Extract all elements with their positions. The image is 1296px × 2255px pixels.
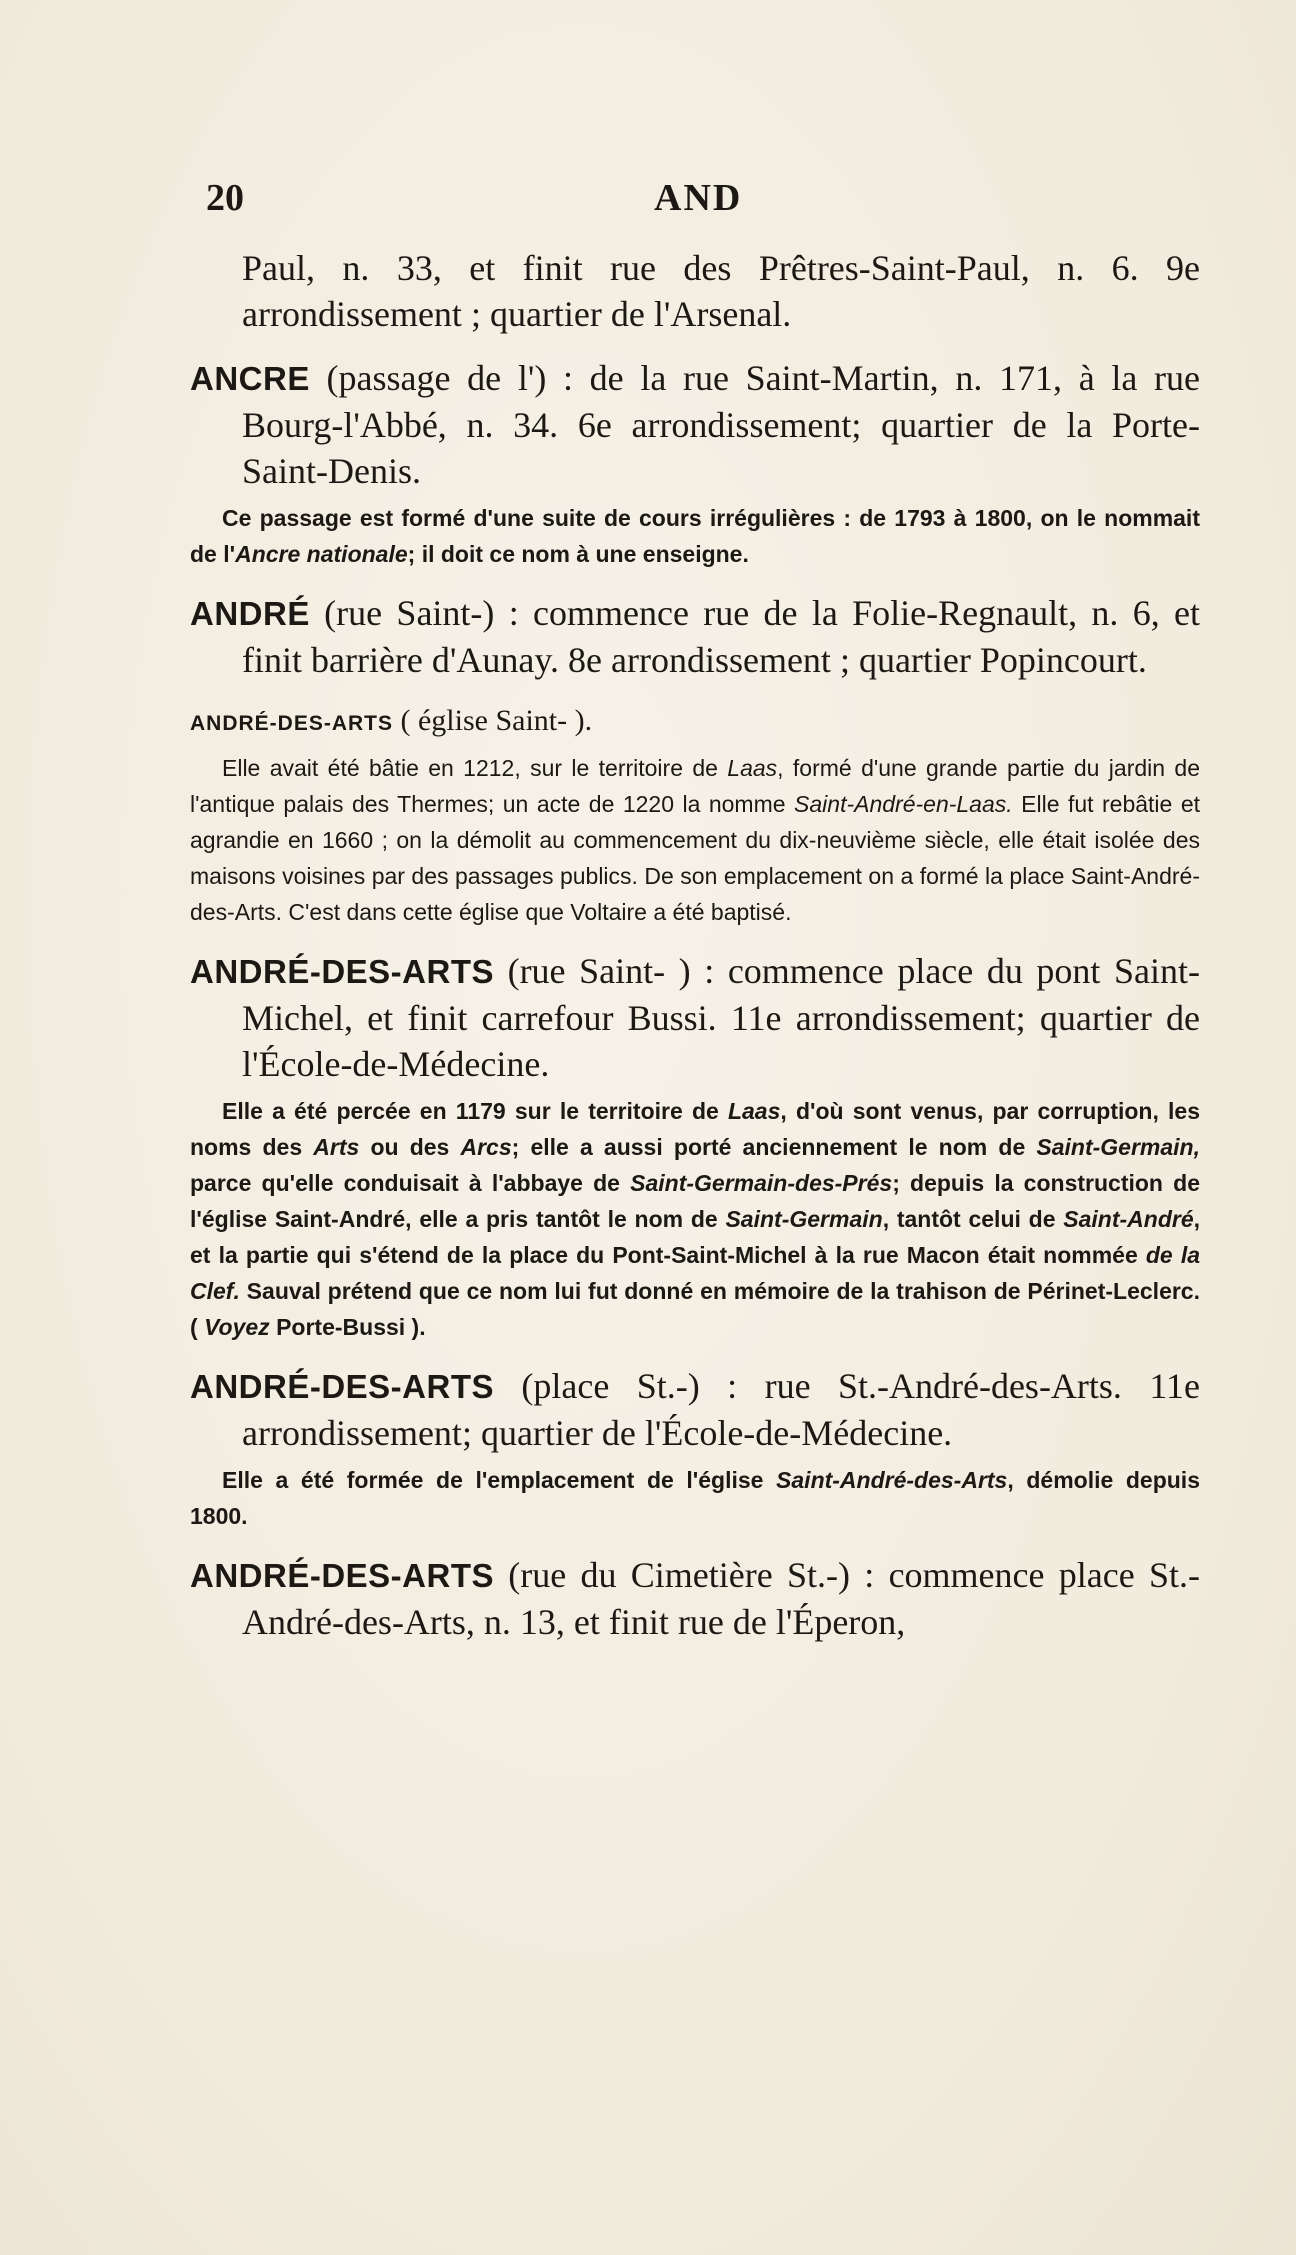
note-italic: Ancre nationale <box>235 541 408 567</box>
entry-ancre <box>190 355 1200 572</box>
entry-main <box>190 1552 1200 1645</box>
note-text: ; depuis la construction de l'église Saint-André, elle a pris tantôt le nom de <box>190 1170 1200 1232</box>
entry-note <box>190 1093 1200 1345</box>
headword: ANDRÉ-DES-ARTS <box>190 712 393 735</box>
entry-text: Paul, n. 33, et finit rue des Prêtres-Saint-Paul, n. 6. 9e arrondissement ; quartier de l'Arsenal. <box>242 248 1200 334</box>
note-italic: Arcs <box>460 1134 512 1160</box>
entry-main <box>190 948 1200 1087</box>
entry-andre-des-arts-cimetiere <box>190 1552 1200 1645</box>
note-text: ; il doit ce nom à une enseigne. <box>407 541 749 567</box>
headword: ANDRÉ-DES-ARTS <box>190 1368 494 1405</box>
entry-andre-des-arts-eglise <box>190 701 1200 930</box>
note-text: ; elle a aussi porté anciennement le nom de <box>511 1134 1037 1160</box>
entry-main <box>190 590 1200 683</box>
note-italic: Saint-André <box>1063 1206 1194 1232</box>
note-text: , d'où sont venus, par corruption, les noms des <box>190 1098 1200 1160</box>
note-text: Elle avait été bâtie en 1212, sur le territoire de <box>222 755 728 781</box>
note-italic: Laas <box>727 1098 781 1124</box>
note-italic: Saint-André-en-Laas. <box>794 791 1013 817</box>
note-text: Elle a été percée en 1179 sur le territoire de <box>222 1098 728 1124</box>
note-italic: Saint-Germain-des-Prés <box>630 1170 893 1196</box>
entry-text: (rue du Cimetière St.-) : commence place St.-André-des-Arts, n. 13, et finit rue de l'Éperon, <box>242 1555 1200 1642</box>
entry-main <box>190 355 1200 494</box>
headword: ANDRÉ-DES-ARTS <box>190 1557 494 1594</box>
note-text: Elle a été formée de l'emplacement de l'église <box>222 1467 777 1493</box>
note-italic: Saint-Germain, <box>1036 1134 1200 1160</box>
entry-text: (passage de l') : de la rue Saint-Martin, n. 171, à la rue Bourg-l'Abbé, n. 34. 6e arrondissement; quartier de la Porte-Saint-Denis. <box>242 358 1200 491</box>
note-text: , et la partie qui s'étend de la place du Pont-Saint-Michel à la rue Macon était nommée <box>190 1206 1200 1268</box>
note-text: parce qu'elle conduisait à l'abbaye de <box>190 1170 631 1196</box>
entry-note <box>190 750 1200 930</box>
entry-text: (place St.-) : rue St.-André-des-Arts. 11e arrondissement; quartier de l'École-de-Médecine. <box>242 1366 1200 1453</box>
text-body <box>190 245 1200 1663</box>
entry-continuation <box>190 245 1200 337</box>
entry-text: (rue Saint- ) : commence place du pont Saint-Michel, et finit carrefour Bussi. 11e arrondissement; quartier de l'École-de-Médecine. <box>242 951 1200 1084</box>
entry-text: ( église Saint- ). <box>400 704 593 737</box>
entry-note <box>190 1462 1200 1534</box>
page-header <box>206 176 1106 226</box>
page-number: 20 <box>206 177 244 219</box>
note-text: Porte-Bussi ). <box>269 1314 426 1340</box>
headword: ANDRÉ <box>190 595 310 632</box>
headword: ANDRÉ-DES-ARTS <box>190 953 494 990</box>
note-text: , tantôt celui de <box>882 1206 1064 1232</box>
entry-andre-des-arts-place <box>190 1363 1200 1534</box>
running-head: AND <box>654 177 743 219</box>
note-italic: Voyez <box>204 1314 270 1340</box>
note-text: ou des <box>359 1134 461 1160</box>
entry-note <box>190 500 1200 572</box>
note-italic: de la Clef. <box>190 1242 1200 1304</box>
entry-main <box>190 1363 1200 1456</box>
headword: ANCRE <box>190 360 310 397</box>
note-italic: Saint-André-des-Arts <box>776 1467 1008 1493</box>
entry-andre-des-arts-rue <box>190 948 1200 1345</box>
note-text: , formé d'une grande partie du jardin de l'antique palais des Thermes; un acte de 1220 la nomme <box>190 755 1200 817</box>
entry-main <box>190 701 1200 744</box>
entry-text: (rue Saint-) : commence rue de la Folie-Regnault, n. 6, et finit barrière d'Aunay. 8e arrondissement ; quartier Popincourt. <box>242 593 1200 680</box>
note-italic: Arts <box>313 1134 360 1160</box>
note-text: Ce passage est formé d'une suite de cours irrégulières : de 1793 à 1800, on le nommait de l' <box>190 505 1200 567</box>
entry-andre <box>190 590 1200 683</box>
note-text: , démolie depuis 1800. <box>190 1467 1200 1529</box>
note-text: Elle fut rebâtie et agrandie en 1660 ; on la démolit au commencement du dix-neuvième siècle, elle était isolée des maisons voisines par des passages publics. De son emplacement on a formé la place Saint-André-des-Arts. C'est dans cette église que Voltaire a été baptisé. <box>190 791 1200 925</box>
note-italic: Saint-Germain <box>725 1206 883 1232</box>
note-italic: Laas <box>727 755 778 781</box>
note-text: Sauval prétend que ce nom lui fut donné en mémoire de la trahison de Périnet-Leclerc. ( <box>190 1278 1200 1340</box>
